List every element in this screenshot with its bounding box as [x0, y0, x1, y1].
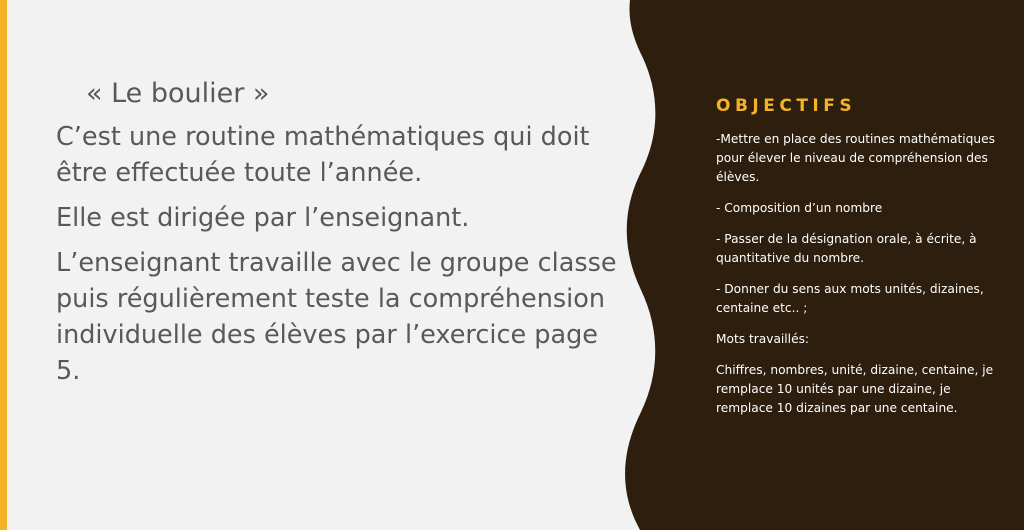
- slide-title: « Le boulier »: [86, 78, 270, 109]
- words-list: Chiffres, nombres, unité, dizaine, centaine, je remplace 10 unités par une dizaine, je remplace 10 dizaines par une centaine.: [716, 363, 994, 415]
- objective-item: -Mettre en place des routines mathématiques pour élever le niveau de compréhension des élèves.: [716, 132, 995, 184]
- objective-item: - Passer de la désignation orale, à écrite, à quantitative du nombre.: [716, 232, 977, 265]
- objectives-panel: [716, 96, 1001, 430]
- objectives-heading: OBJECTIFS: [716, 96, 857, 116]
- words-label: Mots travaillés:: [716, 332, 810, 346]
- paragraph-routine: C’est une routine mathématiques qui doit être effectuée toute l’année.: [56, 122, 590, 189]
- objective-item: - Donner du sens aux mots unités, dizaines, centaine etc.. ;: [716, 282, 984, 315]
- objective-item: - Composition d’un nombre: [716, 201, 883, 215]
- paragraph-exercise: L’enseignant travaille avec le groupe classe puis régulièrement teste la compréhension individuelle des élèves par l’exercice page 5.: [56, 248, 617, 387]
- main-text-block: [56, 78, 626, 398]
- paragraph-teacher: Elle est dirigée par l’enseignant.: [56, 203, 470, 234]
